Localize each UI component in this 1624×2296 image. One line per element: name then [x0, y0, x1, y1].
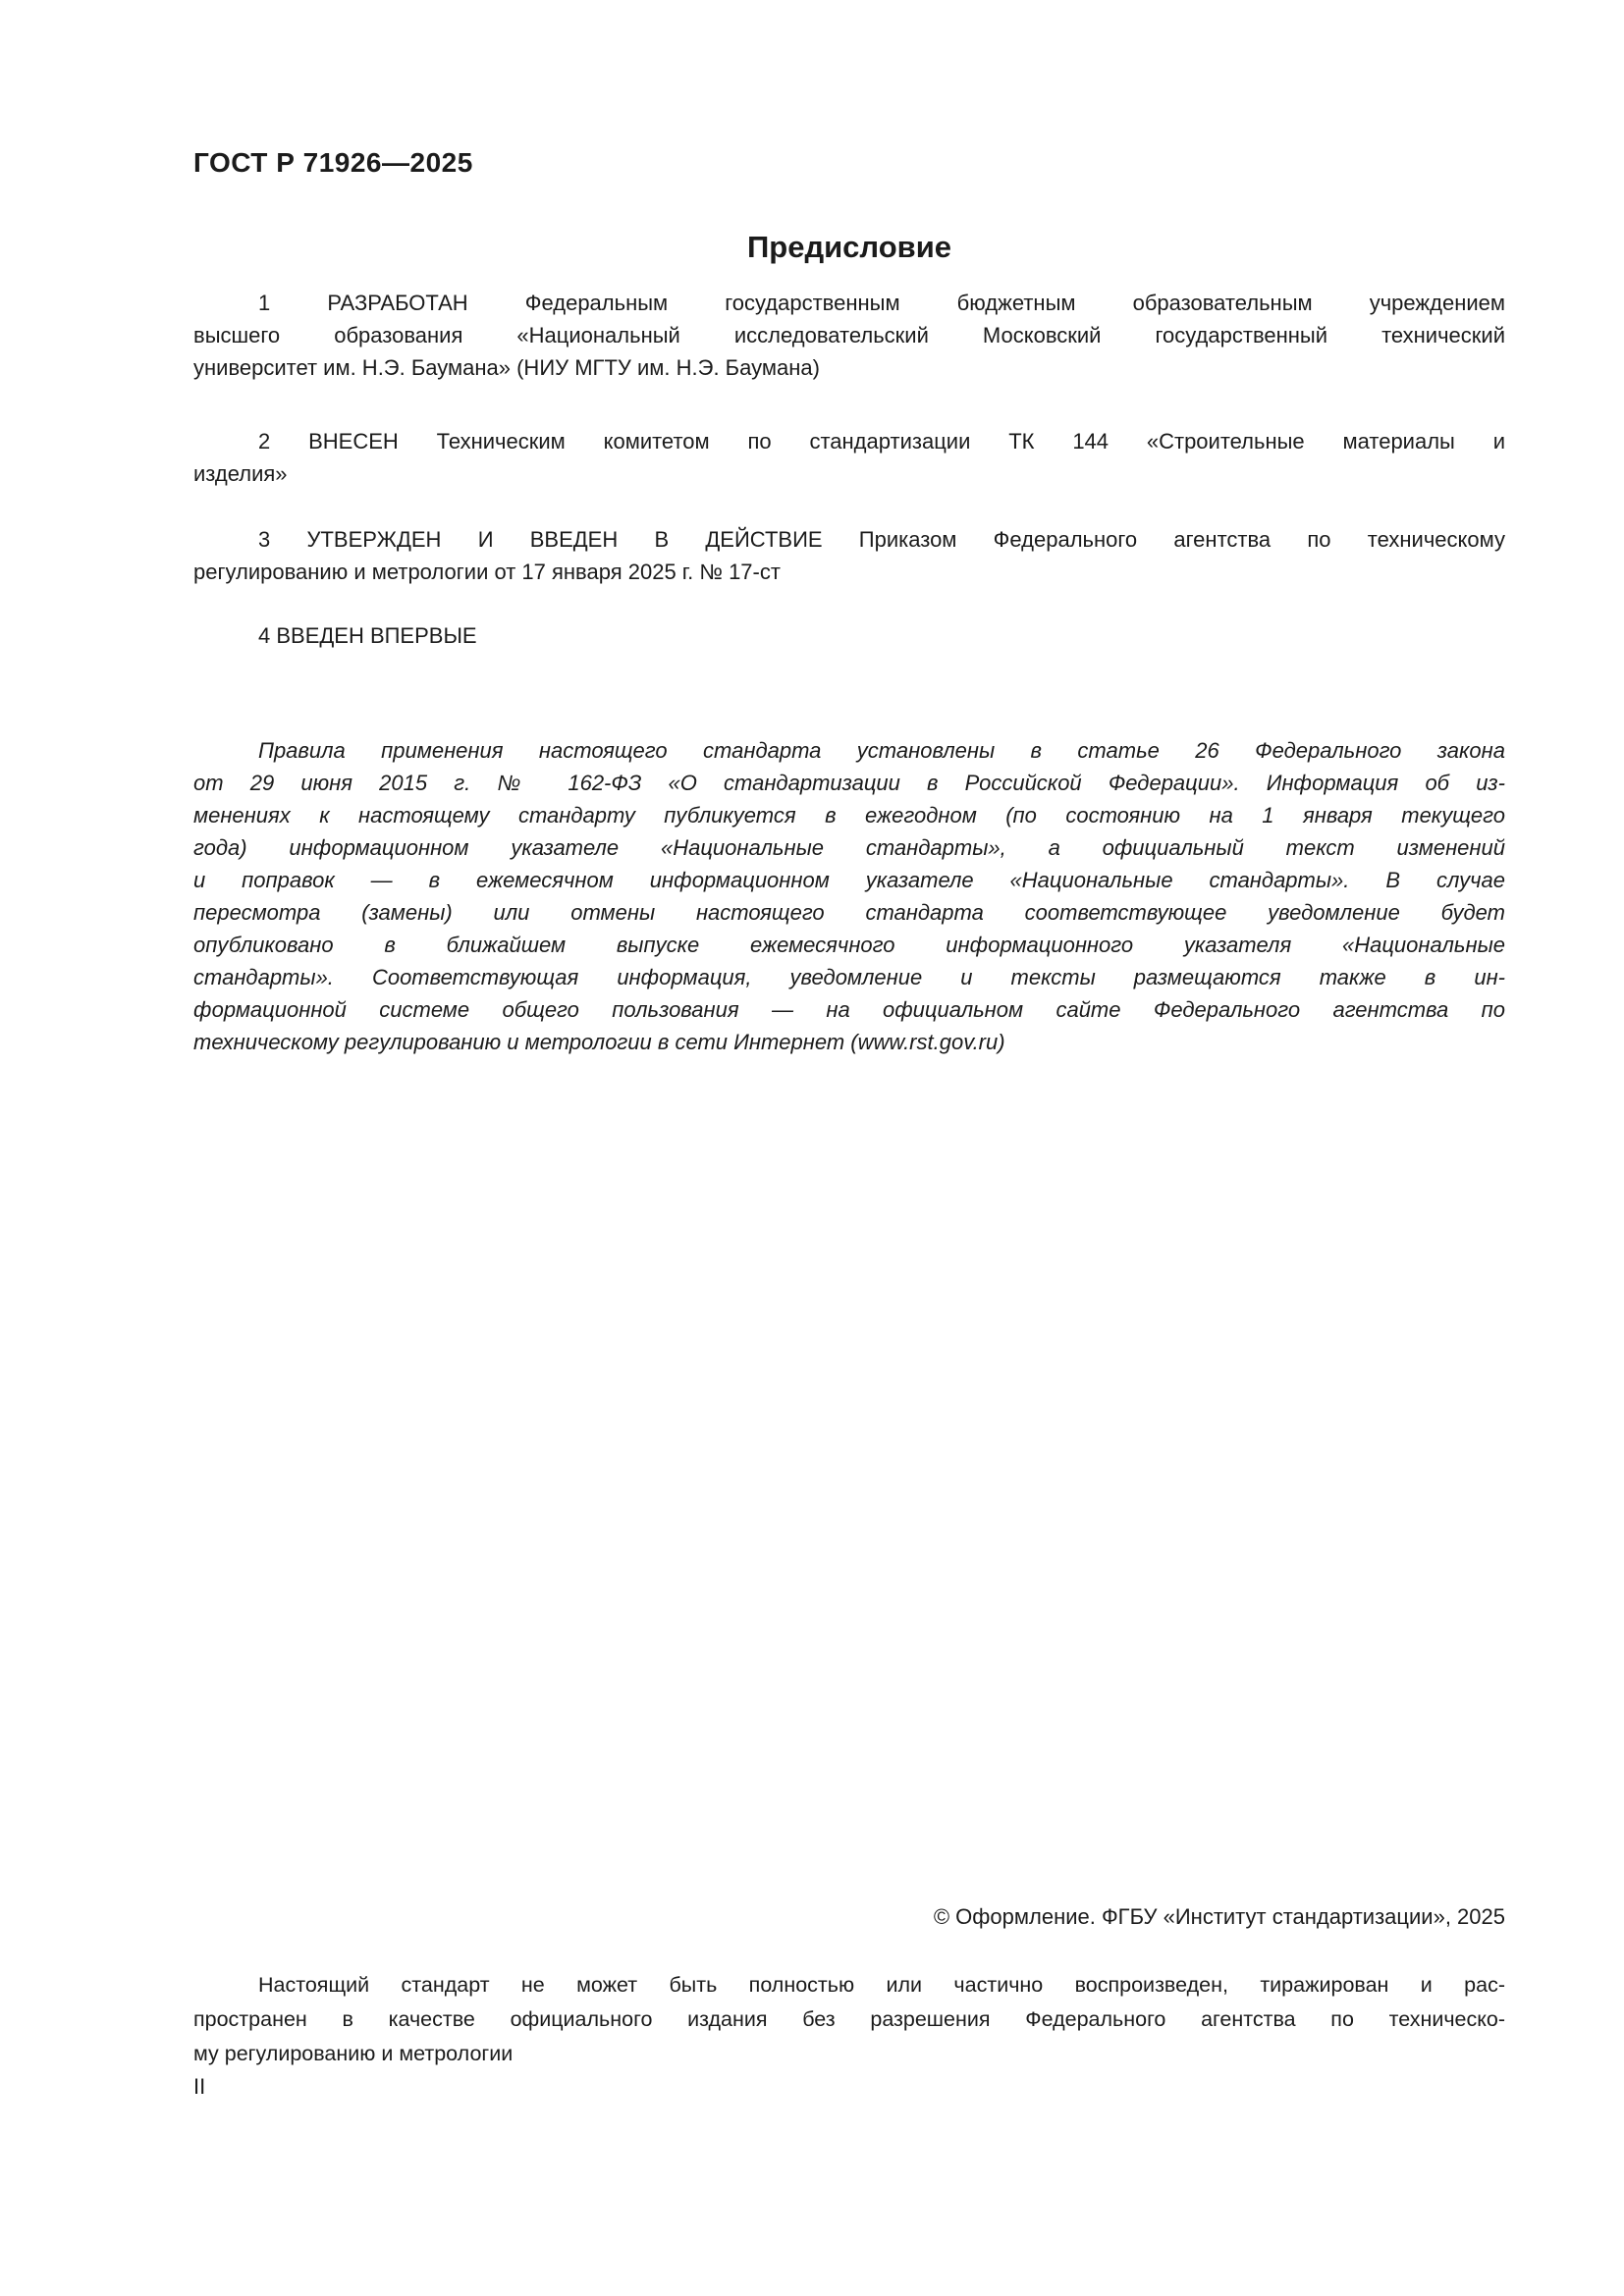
document-designation: ГОСТ Р 71926—2025 — [193, 147, 473, 178]
text-line: Настоящий стандарт не может быть полностью или частично воспроизведен, тиражирован и рас- — [258, 1973, 1505, 1997]
text-line: Правила применения настоящего стандарта установлены в статье 26 Федерального закона — [258, 738, 1505, 763]
text-line: формационной системе общего пользования — на официальном сайте Федерального агентства по — [193, 997, 1505, 1022]
application-rules-notice — [193, 734, 1505, 1058]
text-line: 3 УТВЕРЖДЕН И ВВЕДЕН В ДЕЙСТВИЕ Приказом Федерального агентства по техническому — [258, 527, 1505, 552]
reproduction-restriction-notice — [193, 1968, 1505, 2071]
foreword-item-introduced — [193, 619, 1505, 652]
section-title: Предисловие — [746, 230, 951, 264]
text-line: му регулированию и метрологии — [193, 2042, 514, 2065]
text-line: опубликовано в ближайшем выпуске ежемесячного информационного указателя «Национальные — [193, 933, 1505, 957]
text-line: 4 ВВЕДЕН ВПЕРВЫЕ — [258, 623, 477, 648]
copyright-notice: © Оформление. ФГБУ «Институт стандартизации», 2025 — [933, 1904, 1505, 1929]
text-line: от 29 июня 2015 г. № 162-ФЗ «О стандартизации в Российской Федерации». Информация об из- — [193, 771, 1505, 795]
text-line: 1 РАЗРАБОТАН Федеральным государственным бюджетным образовательным учреждением — [258, 291, 1505, 315]
text-line: и поправок — в ежемесячном информационном указателе «Национальные стандарты». В случае — [193, 868, 1505, 892]
text-line: года) информационном указателе «Национальные стандарты», а официальный текст изменений — [193, 835, 1505, 860]
text-line: высшего образования «Национальный исследовательский Московский государственный технический — [193, 323, 1505, 347]
text-line: техническому регулированию и метрологии в сети Интернет (www.rst.gov.ru) — [193, 1030, 1005, 1054]
foreword-item-approved — [193, 523, 1505, 588]
text-line: изделия» — [193, 461, 288, 486]
text-line: стандарты». Соответствующая информация, уведомление и тексты размещаются также в ин- — [193, 965, 1505, 989]
text-line: 2 ВНЕСЕН Техническим комитетом по стандартизации ТК 144 «Строительные материалы и — [258, 429, 1505, 454]
text-line: пересмотра (замены) или отмены настоящего стандарта соответствующее уведомление будет — [193, 900, 1505, 925]
foreword-item-developed — [193, 287, 1505, 384]
text-line: регулированию и метрологии от 17 января 2025 г. № 17-ст — [193, 560, 781, 584]
foreword-item-submitted — [193, 425, 1505, 490]
text-line: пространен в качестве официального издания без разрешения Федерального агентства по техническо- — [193, 2007, 1505, 2031]
page-number: II — [193, 2074, 206, 2099]
text-line: менениях к настоящему стандарту публикуется в ежегодном (по состоянию на 1 января текущего — [193, 803, 1505, 828]
text-line: университет им. Н.Э. Баумана» (НИУ МГТУ им. Н.Э. Баумана) — [193, 355, 820, 380]
